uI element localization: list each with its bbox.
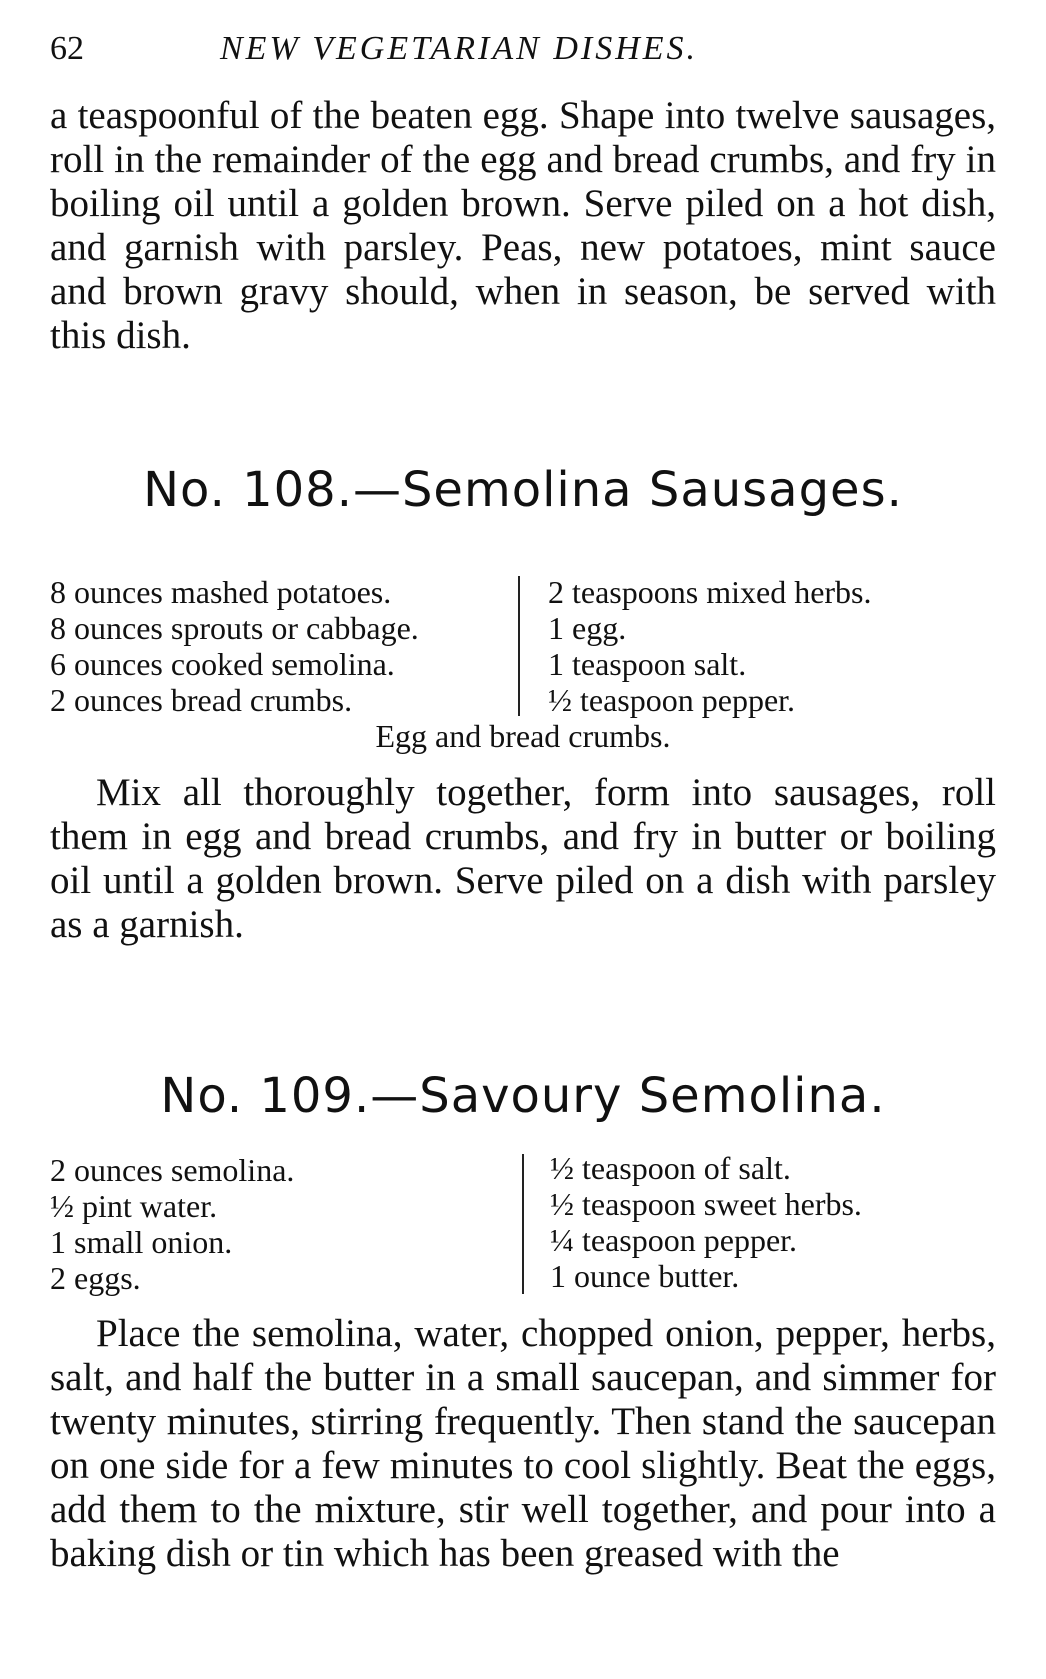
ingredients-column-divider — [518, 576, 520, 716]
recipe-108-ingredients-footer: Egg and bread crumbs. — [375, 718, 671, 754]
ingredient-line: 8 ounces sprouts or cabbage. — [50, 610, 419, 646]
ingredient-line: ½ pint water. — [50, 1188, 218, 1224]
recipe-108-ingredients-left — [50, 574, 419, 718]
ingredient-line: 6 ounces cooked semolina. — [50, 646, 395, 682]
recipe-109-ingredients-left — [50, 1152, 294, 1296]
ingredient-line: ½ teaspoon pepper. — [548, 682, 796, 718]
ingredient-line: ½ teaspoon of salt. — [550, 1150, 791, 1186]
recipe-108-method: Mix all thoroughly together, form into sausages, roll them in egg and bread crumbs, and fry in butter or boiling oil until a golden brown. Serve piled on a dish with parsley as a garnish. — [50, 771, 996, 946]
ingredient-line: ½ teaspoon sweet herbs. — [550, 1186, 862, 1222]
continuation-paragraph: a teaspoonful of the beaten egg. Shape into twelve sausages, roll in the remainder of the egg and bread crumbs, and fry in boiling oil until a golden brown. Serve piled on a hot dish, and garnish with parsley. Peas, new potatoes, mint sauce and brown gravy should, when in season, be served with this dish. — [50, 94, 996, 357]
ingredient-line: 2 ounces bread crumbs. — [50, 682, 353, 718]
ingredient-line: 2 ounces semolina. — [50, 1152, 295, 1188]
ingredient-line: 2 eggs. — [50, 1260, 141, 1296]
recipe-109-title: No. 109.—Savoury Semolina. — [160, 1068, 886, 1124]
recipe-108-title: No. 108.—Semolina Sausages. — [143, 462, 903, 518]
running-head — [50, 30, 1000, 80]
ingredient-line: 1 small onion. — [50, 1224, 233, 1260]
ingredient-line: 1 egg. — [548, 610, 627, 646]
book-title: NEW VEGETARIAN DISHES. — [220, 30, 699, 67]
recipe-109-ingredients-right — [550, 1150, 862, 1294]
recipe-108-ingredients-right — [548, 574, 872, 718]
ingredient-line: 2 teaspoons mixed herbs. — [548, 574, 872, 610]
recipe-109-method: Place the semolina, water, chopped onion, pepper, herbs, salt, and half the butter in a small saucepan, and simmer for twenty minutes, stirring frequently. Then stand the saucepan on one side for a few minutes to cool slightly. Beat the eggs, add them to the mixture, stir well together, and pour into a baking dish or tin which has been greased with the — [50, 1312, 996, 1575]
ingredients-column-divider — [522, 1154, 524, 1294]
ingredient-line: ¼ teaspoon pepper. — [550, 1222, 798, 1258]
ingredient-line: 8 ounces mashed potatoes. — [50, 574, 392, 610]
ingredient-line: 1 teaspoon salt. — [548, 646, 747, 682]
ingredient-line: 1 ounce butter. — [550, 1258, 740, 1294]
page-number: 62 — [50, 30, 84, 67]
